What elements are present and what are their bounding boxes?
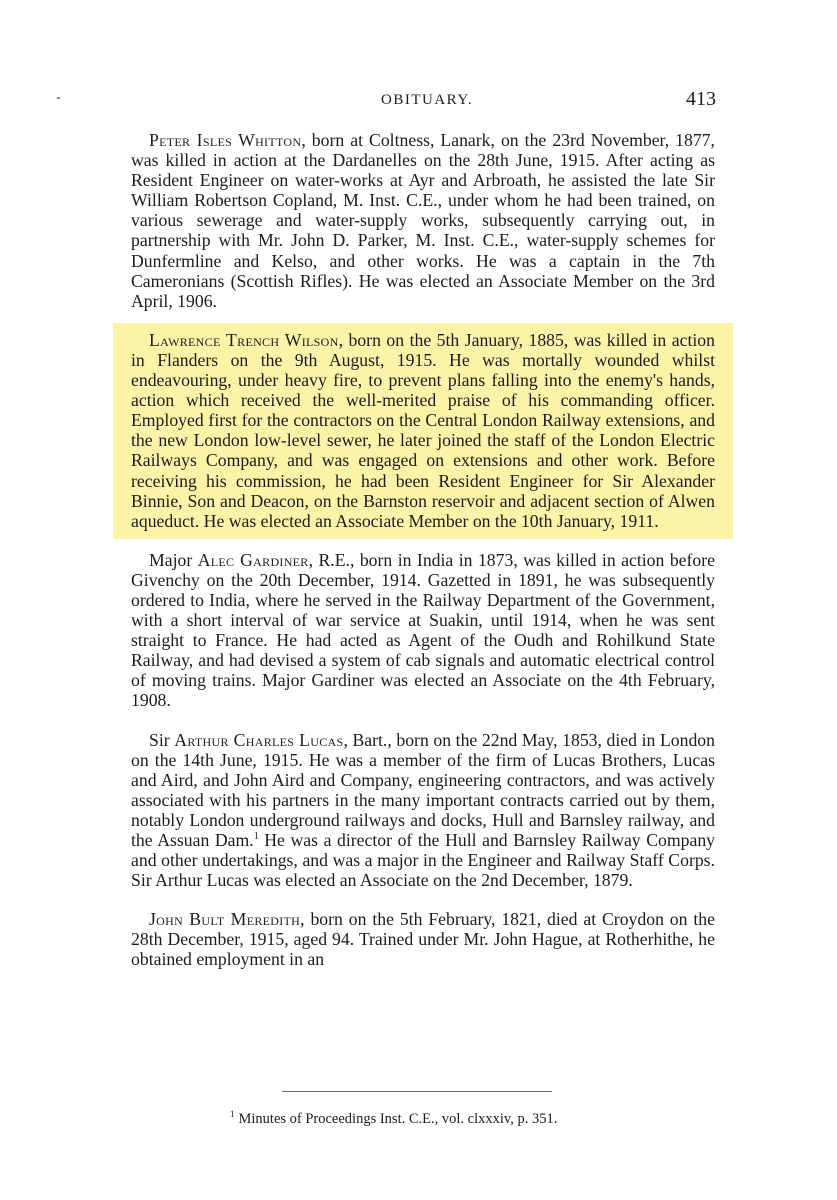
footnote-divider [282,1091,552,1092]
footnote-text: Minutes of Proceedings Inst. C.E., vol. clxxxiv, p. 351. [238,1111,558,1127]
obituary-entry-gardiner [131,550,715,711]
obituary-entry-lucas [131,730,715,891]
entry-name: Arthur Charles Lucas [174,729,344,750]
entry-name: Alec Gardiner [197,549,309,570]
stray-mark [57,97,60,99]
footnote-reference: 1 [253,831,259,843]
page-number: 413 [686,88,716,110]
running-title: OBITUARY. [381,92,473,108]
entry-text: , R.E., born in India in 1873, was killed in action before Givenchy on the 20th December, 1914. Gazetted in 1891, he was subsequently ordered to India, where he served in the Railway Department of the Government, with a short interval of war service at Suakin, until 1914, when he was sent straight to France. He had acted as Agent of the Oudh and Rohilkund State Railway, and had devised a system of cab signals and automatic electrical control of moving trains. Major Gardiner was elected an Associate on the 4th February, 1908. [131,549,715,711]
entry-prefix: Major [149,549,198,570]
entry-text: , born on the 5th February, 1821, died at Croydon on the 28th December, 1915, aged 94. Trained under Mr. John Hague, at Rotherhithe, he obtained employment in an [131,909,715,970]
footnote [230,1111,650,1128]
obituary-entry-wilson-highlighted [131,330,715,531]
footnote-marker: 1 [230,1109,235,1120]
obituary-entry-whitton [131,130,715,311]
page-header [132,88,722,116]
entry-text: , born at Coltness, Lanark, on the 23rd November, 1877, was killed in action at the Dardanelles on the 28th June, 1915. After acting as Resident Engineer on water-works at Ayr and Arbroath, he assisted the late Sir William Robertson Copland, M. Inst. C.E., under whom he had been trained, on various sewerage and water-supply works, subsequently carrying out, in partnership with Mr. John D. Parker, M. Inst. C.E., water-supply schemes for Dunfermline and Kelso, and other works. He was a captain in the 7th Cameronians (Scottish Rifles). He was elected an Associate Member on the 3rd April, 1906. [131,130,715,311]
entry-name: Peter Isles Whitton [149,130,302,150]
entry-prefix: Sir [149,729,175,750]
entry-name: John Bult Meredith [149,909,301,930]
obituary-entry-meredith [131,909,715,969]
entry-text-continued: He was a director of the Hull and Barnsley Railway Company and other undertakings, and was a major in the Engineer and Railway Staff Corps. Sir Arthur Lucas was elected an Associate on the 2nd December, 1879. [131,830,716,891]
entry-name: Lawrence Trench Wilson [149,329,339,350]
entry-text: , Bart., born on the 22nd May, 1853, died in London on the 14th June, 1915. He was a member of the firm of Lucas Brothers, Lucas and Aird, and John Aird and Company, engineering contractors, and was actively associated with his partners in the many important contracts carried out by them, notably London underground railways and docks, Hull and Barnsley railway, and the Assuan Dam. [131,729,715,850]
obituary-body [131,130,715,989]
entry-text: , born on the 5th January, 1885, was killed in action in Flanders on the 9th August, 1915. He was mortally wounded whilst endeavouring, under heavy fire, to prevent plans falling into the enemy's hands, action which received the well-merited praise of his commanding officer. Employed first for the contractors on the Central London Railway extensions, and the new London low-level sewer, he later joined the staff of the London Electric Railways Company, and was engaged on extensions and other work. Before receiving his commission, he had been Resident Engineer for Sir Alexander Binnie, Son and Deacon, on the Barnston reservoir and adjacent section of Alwen aqueduct. He was elected an Associate Member on the 10th January, 1911. [131,329,715,531]
